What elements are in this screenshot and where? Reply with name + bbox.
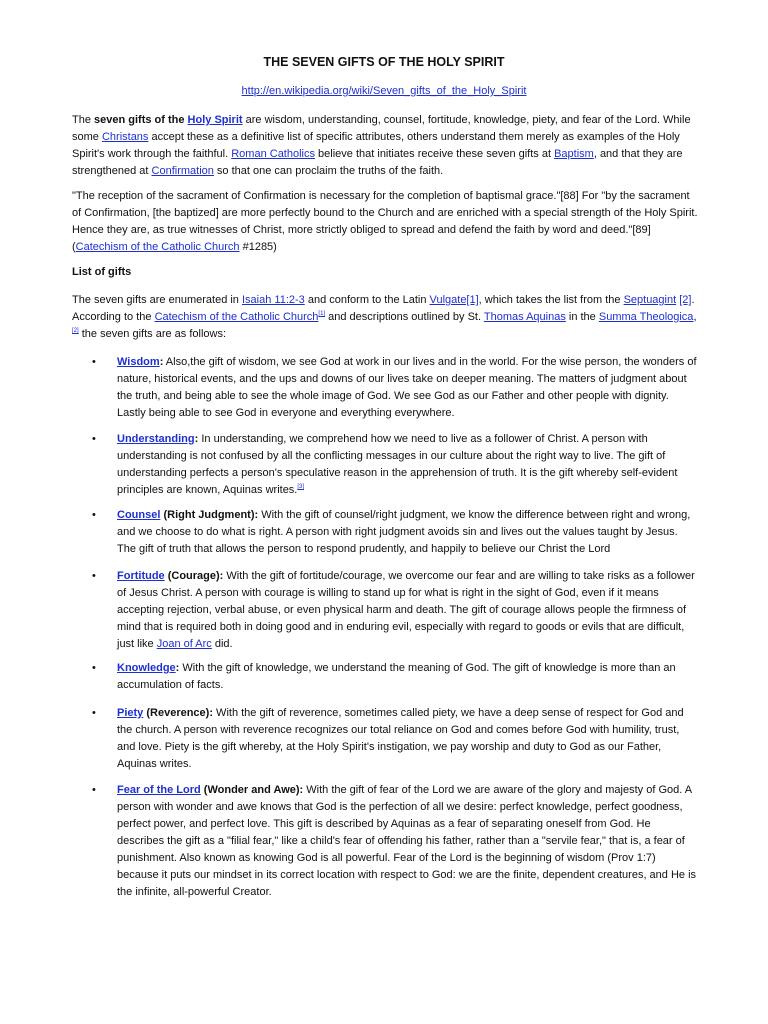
text-run: The seven gifts are enumerated in [72, 294, 242, 306]
link-catechism-2[interactable]: Catechism of the Catholic Church [154, 311, 319, 323]
bullet-glyph: • [92, 707, 96, 719]
text-run: . According to the [72, 294, 695, 323]
gift-label: : [159, 356, 164, 368]
gift-label: (Wonder and Awe): [200, 784, 304, 796]
link-piety[interactable]: Piety [117, 707, 144, 719]
intro-paragraph [72, 112, 698, 180]
link-fortitude[interactable]: Fortitude [117, 570, 165, 582]
gift-label: (Reverence): [143, 707, 213, 719]
text-run: , [693, 311, 697, 323]
link-confirmation[interactable]: Confirmation [151, 165, 214, 177]
source-url-line [0, 83, 768, 100]
link-septuagint[interactable]: Septuagint [623, 294, 677, 306]
gift-item-understanding [117, 431, 699, 499]
link-understanding[interactable]: Understanding [117, 433, 195, 445]
text-run: The [72, 114, 95, 126]
gift-label: : [194, 433, 199, 445]
text-run: accept these as a definitive list of specific attributes, others understand them merely as examples of the Holy Spirit's work through the faithful. [72, 131, 680, 160]
gift-description: With the gift of fortitude/courage, we overcome our fear and are willing to take risks as a follower of Jesus Christ. A person with courage is willing to stand up for what is right in the sight of God, even if it means accepting rejection, verbal abuse, or even physical harm and death. The gift of courage allows people the firmness of mind that is required both in doing good and in enduring evil, especially with regard to goods or evils that are difficult, just like [117, 570, 695, 650]
gift-item-piety [117, 705, 699, 773]
bullet-glyph: • [92, 356, 96, 368]
gift-label: : [175, 662, 180, 674]
gift-description: With the gift of counsel/right judgment, we know the difference between right and wrong, and we choose to do what is right. A person with right judgment avoids sin and lives out the values taught by Jesus. The gift of truth that allows the person to respond prudently, and happily to believe our Christ the Lord [117, 509, 691, 555]
text-run: and descriptions outlined by St. [325, 311, 484, 323]
gift-label: (Right Judgment): [160, 509, 259, 521]
text-run: did. [211, 638, 233, 650]
link-summa-theologica[interactable]: Summa Theologica [598, 311, 694, 323]
link-wisdom[interactable]: Wisdom [117, 356, 160, 368]
link-thomas-aquinas[interactable]: Thomas Aquinas [483, 311, 566, 323]
list-heading: List of gifts [72, 266, 132, 278]
footnote-ref-2[interactable]: [2] [72, 328, 79, 334]
bullet-glyph: • [92, 570, 96, 582]
link-fear-of-the-lord[interactable]: Fear of the Lord [117, 784, 201, 796]
bullet-glyph: • [92, 509, 96, 521]
gift-item-fortitude [117, 568, 699, 653]
text-run: #1285) [239, 241, 277, 253]
link-roman-catholics[interactable]: Roman Catholics [231, 148, 315, 160]
text-run: the seven gifts are as follows: [78, 328, 227, 340]
footnote-ref-3[interactable]: [3] [297, 484, 305, 490]
gift-item-fear-of-the-lord [117, 782, 699, 901]
link-counsel[interactable]: Counsel [117, 509, 161, 521]
gift-description: With the gift of reverence, sometimes called piety, we have a deep sense of respect for God and the church. A person with reverence recognizes our total reliance on God and comes before God with humility, trust, and love. Piety is the gift whereby, at the Holy Spirit's instigation, we pay worship and duty to God as our Father, Aquinas writes. [117, 707, 684, 770]
page-title: THE SEVEN GIFTS OF THE HOLY SPIRIT [263, 55, 505, 69]
link-isaiah[interactable]: Isaiah 11:2-3 [241, 294, 305, 306]
text-run: are wisdom, understanding, counsel, fortitude, knowledge, piety, and fear of the Lord. While some [72, 114, 691, 143]
link-baptism[interactable]: Baptism [554, 148, 594, 160]
text-run: believe that initiates receive these seven gifts at [315, 148, 555, 160]
link-ref-2[interactable]: [2] [679, 294, 692, 306]
bullet-glyph: • [92, 433, 96, 445]
text-run: in the [565, 311, 599, 323]
source-url-link[interactable]: http://en.wikipedia.org/wiki/Seven_gifts_of_the_Holy_Spirit [241, 85, 527, 97]
link-catechism[interactable]: Catechism of the Catholic Church [75, 241, 240, 253]
quote-paragraph [72, 188, 698, 256]
bullet-glyph: • [92, 662, 96, 674]
gift-item-wisdom [117, 354, 699, 422]
link-vulgate[interactable]: Vulgate[1] [429, 294, 479, 306]
link-holy-spirit[interactable]: Holy Spirit [187, 114, 243, 126]
enumeration-paragraph [72, 292, 698, 343]
gift-description: With the gift of fear of the Lord we are aware of the glory and majesty of God. A person with wonder and awe knows that God is the perfection of all we desire: perfect knowledge, perfect goodness, perfect power, and perfect love. This gift is described by Aquinas as a fear of separating oneself from God. He describes the gift as a "filial fear," like a child's fear of offending his father, rather than a "servile fear," that is, a fear of punishment. Also known as knowing God is all powerful. Fear of the Lord is the beginning of wisdom (Prov 1:7) because it puts our mindset in its correct location with respect to God: we are the finite, dependent creatures, and He is the infinite, all-powerful Creator. [117, 784, 697, 898]
text-run: "The reception of the sacrament of Confirmation is necessary for the completion of baptismal grace."[88] For "by the sacrament of Confirmation, [the baptized] are more perfectly bound to the Church and are enriched with a special strength of the Holy Spirit. Hence they are, as true witnesses of Christ, more strictly obliged to spread and defend the faith by word and deed."[89] ( [72, 190, 698, 253]
gift-description: With the gift of knowledge, we understand the meaning of God. The gift of knowledge is more than an accumulation of facts. [117, 662, 676, 691]
gift-item-knowledge [117, 660, 699, 694]
link-joan-of-arc[interactable]: Joan of Arc [156, 638, 212, 650]
text-run: so that one can proclaim the truths of the faith. [213, 165, 444, 177]
gift-description: In understanding, we comprehend how we need to live as a follower of Christ. A person with understanding is not confused by all the conflicting messages in our culture about the right way to live. The gift of understanding perfects a person's speculative reason in the apprehension of truth. It is the gift whereby self-evident principles are known, Aquinas writes. [117, 433, 678, 496]
text-run: , and that they are strengthened at [72, 148, 683, 177]
link-knowledge[interactable]: Knowledge [117, 662, 176, 674]
link-christians[interactable]: Christans [101, 131, 149, 143]
text-run: and conform to the Latin [304, 294, 430, 306]
text-run: , which takes the list from the [478, 294, 624, 306]
footnote-ref-1[interactable]: [1] [318, 311, 326, 317]
bold-run: seven gifts of the [94, 114, 188, 126]
gift-label: (Courage): [164, 570, 224, 582]
bullet-glyph: • [92, 784, 96, 796]
gift-item-counsel [117, 507, 699, 558]
gift-description: Also,the gift of wisdom, we see God at work in our lives and in the world. For the wise person, the wonders of nature, historical events, and the ups and downs of our lives take on deeper meaning. The matters of judgment about the truth, and being able to see the whole image of God. We see God as our Father and other people with dignity. Lastly being able to see God in everyone and everything everywhere. [117, 356, 697, 419]
